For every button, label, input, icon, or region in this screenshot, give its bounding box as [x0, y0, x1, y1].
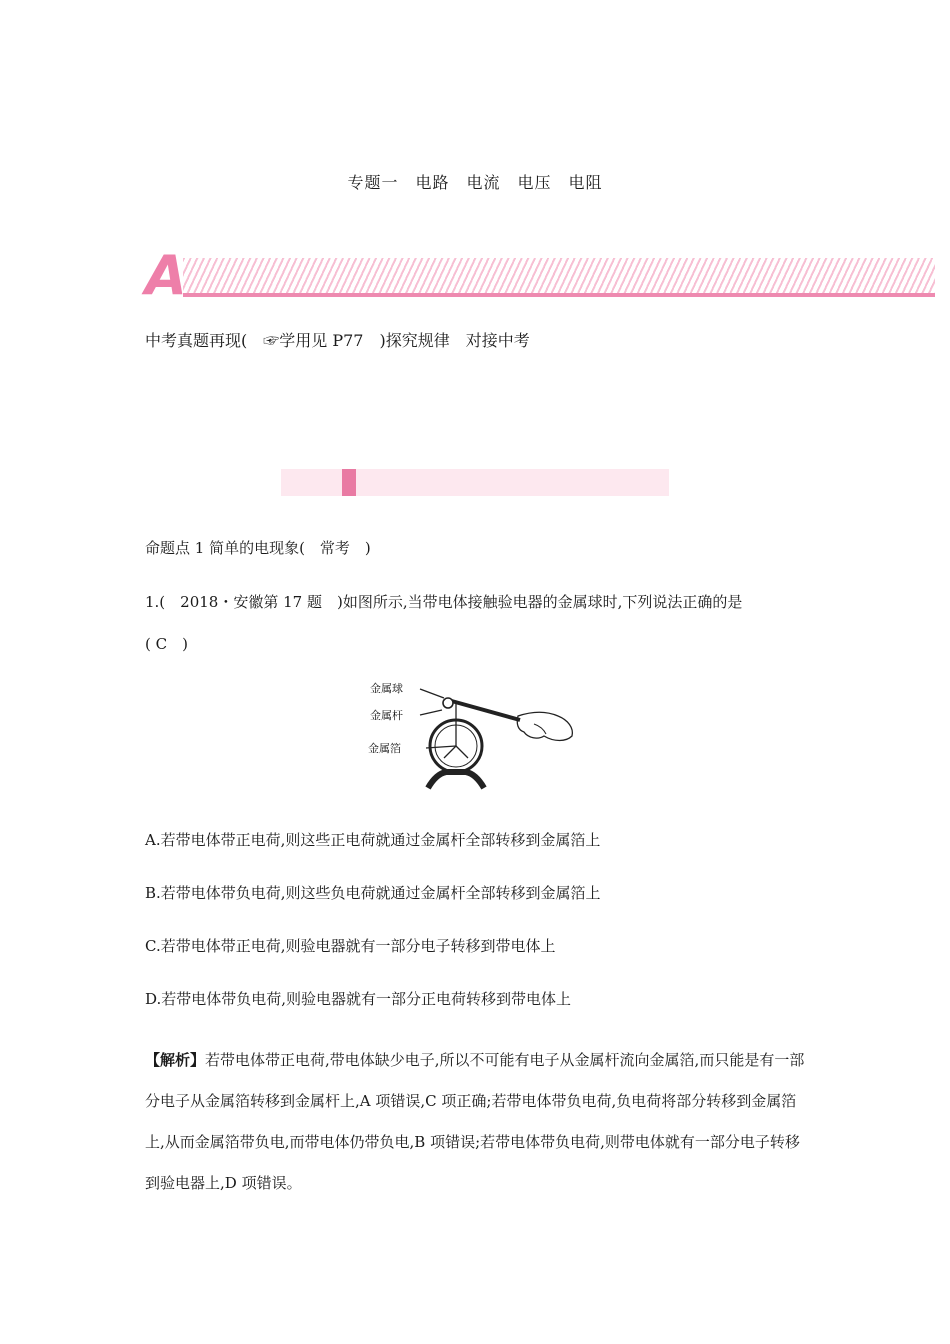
option-d: D.若带电体带负电荷,则验电器就有一部分正电荷转移到带电体上: [145, 990, 572, 1008]
topic-heading: 命题点 1 简单的电现象( 常考 ): [145, 539, 371, 557]
label-metal-foil: 金属箔: [368, 742, 401, 755]
section-heading-part3: )探究规律: [379, 331, 450, 350]
label-metal-rod: 金属杆: [370, 709, 403, 722]
section-heading-part4: 对接中考: [465, 331, 530, 350]
electroscope-figure: [368, 676, 584, 794]
banner-underline: [183, 293, 935, 297]
analysis-text: 若带电体带正电荷,带电体缺少电子,所以不可能有电子从金属杆流向金属箔,而只能是有一部分电子从金属箔转移到金属杆上,A 项错误,C 项正确;若带电体带负电荷,负电荷将部分转移到金属箔上,从而金属箔带负电,而带电体仍带负电,B 项错误;若带电体带负电荷,则带电体就有一部分电子转移到验电器上,D 项错误。: [145, 1051, 805, 1192]
analysis-block: [145, 1040, 810, 1204]
option-a: A.若带电体带正电荷,则这些正电荷就通过金属杆全部转移到金属箔上: [145, 831, 601, 849]
banner-stripes: [183, 258, 935, 294]
option-b: B.若带电体带负电荷,则这些负电荷就通过金属杆全部转移到金属箔上: [145, 884, 601, 902]
question-stem: 1.( 2018・安徽第 17 题 )如图所示,当带电体接触验电器的金属球时,下列说法正确的是: [145, 593, 743, 611]
analysis-tag: 【解析】: [145, 1051, 206, 1069]
section-heading-ref: ☞学用见 P77: [263, 331, 364, 350]
topic-bar: [281, 469, 669, 496]
page-title: 专题一 电路 电流 电压 电阻: [347, 173, 603, 192]
section-heading: [145, 328, 530, 351]
section-heading-part1: 中考真题再现(: [145, 331, 248, 350]
section-banner: [143, 244, 935, 307]
topic-bar-marker: [342, 469, 356, 496]
option-c: C.若带电体带正电荷,则验电器就有一部分电子转移到带电体上: [145, 937, 556, 955]
question-answer: ( C ): [145, 635, 188, 653]
label-metal-ball: 金属球: [370, 682, 403, 695]
section-letter: A: [145, 244, 187, 307]
metal-ball-shape: [443, 698, 453, 708]
